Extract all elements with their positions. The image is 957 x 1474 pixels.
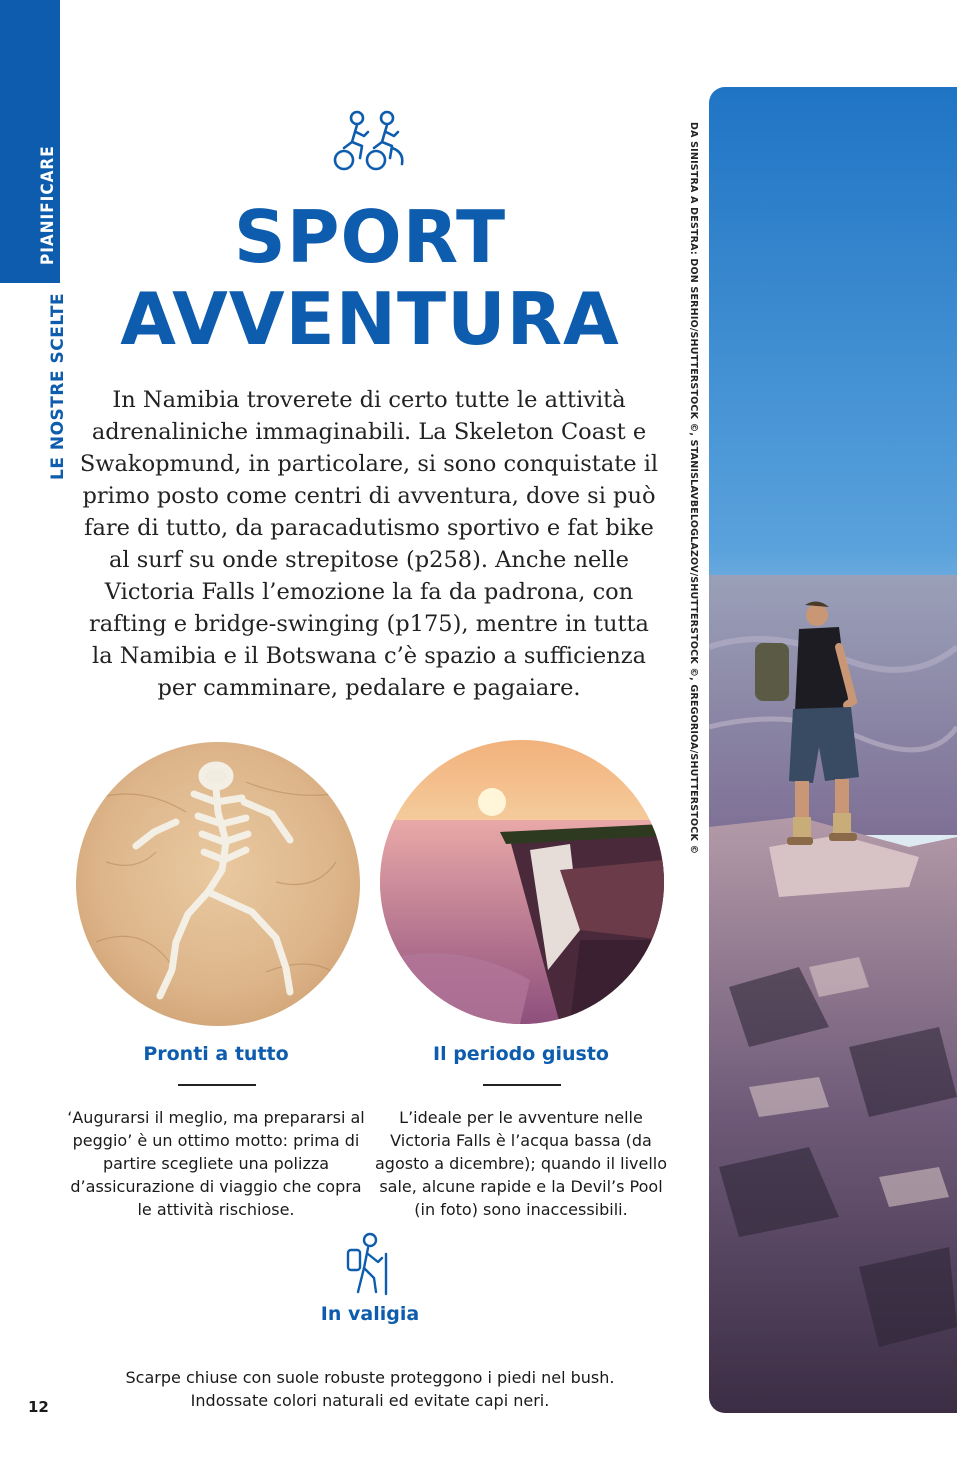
- photo-credit: DA SINISTRA A DESTRA: DON SERHIO/SHUTTERSTOCK ©, STANISLAVBELOGLAZOV/SHUTTERSTOCK ©, GREGORIOA/SHUTTERSTOCK ©: [688, 122, 699, 855]
- skeleton-sand-photo: [76, 742, 360, 1026]
- column-1-title: Pronti a tutto: [143, 1043, 289, 1065]
- valigia-text: Scarpe chiuse con suole robuste proteggono i piedi nel bush. Indossate colori naturali ed evitate capi neri.: [125, 1368, 615, 1410]
- cycling-people-icon: [330, 108, 410, 174]
- victoria-falls-photo: [380, 740, 664, 1024]
- hiker-canyon-photo: [709, 87, 957, 1413]
- hiker-icon: [342, 1232, 394, 1296]
- intro-paragraph: In Namibia troverete di certo tutte le attività adrenaliniche immaginabili. La Skeleton Coast e Swakopmund, in particolare, si sono conquistate il primo posto come centri di avventura, dove si può fare di tutto, da paracadutismo sportivo e fat bike al surf su onde strepitose (p258). Anche nelle Victoria Falls l’emozione la fa da padrona, con rafting e bridge-swinging (p175), mentre in tutta la Namibia e il Botswana c’è spazio a sufficienza per camminare, pedalare e pagaiare.: [79, 387, 659, 701]
- column-1-divider: [178, 1084, 256, 1086]
- column-1-text: ‘Augurarsi il meglio, ma prepararsi al peggio’ è un ottimo motto: prima di partire scegliete una polizza d’assicurazione di viaggio che copra le attività rischiose.: [67, 1108, 365, 1219]
- title-line-1: SPORT: [233, 195, 507, 279]
- column-2-title: Il periodo giusto: [433, 1043, 609, 1065]
- subsection-label: LE NOSTRE SCELTE: [48, 292, 68, 480]
- page-number: 12: [28, 1398, 49, 1416]
- column-2-text: L’ideale per le avventure nelle Victoria Falls è l’acqua bassa (da agosto a dicembre); quando il livello sale, alcune rapide e la Devil’s Pool (in foto) sono inaccessibili.: [374, 1108, 668, 1219]
- title-line-2: AVVENTURA: [120, 277, 620, 361]
- valigia-title: In valigia: [320, 1303, 420, 1325]
- section-tab-label: PIANIFICARE: [38, 145, 58, 265]
- column-2-divider: [483, 1084, 561, 1086]
